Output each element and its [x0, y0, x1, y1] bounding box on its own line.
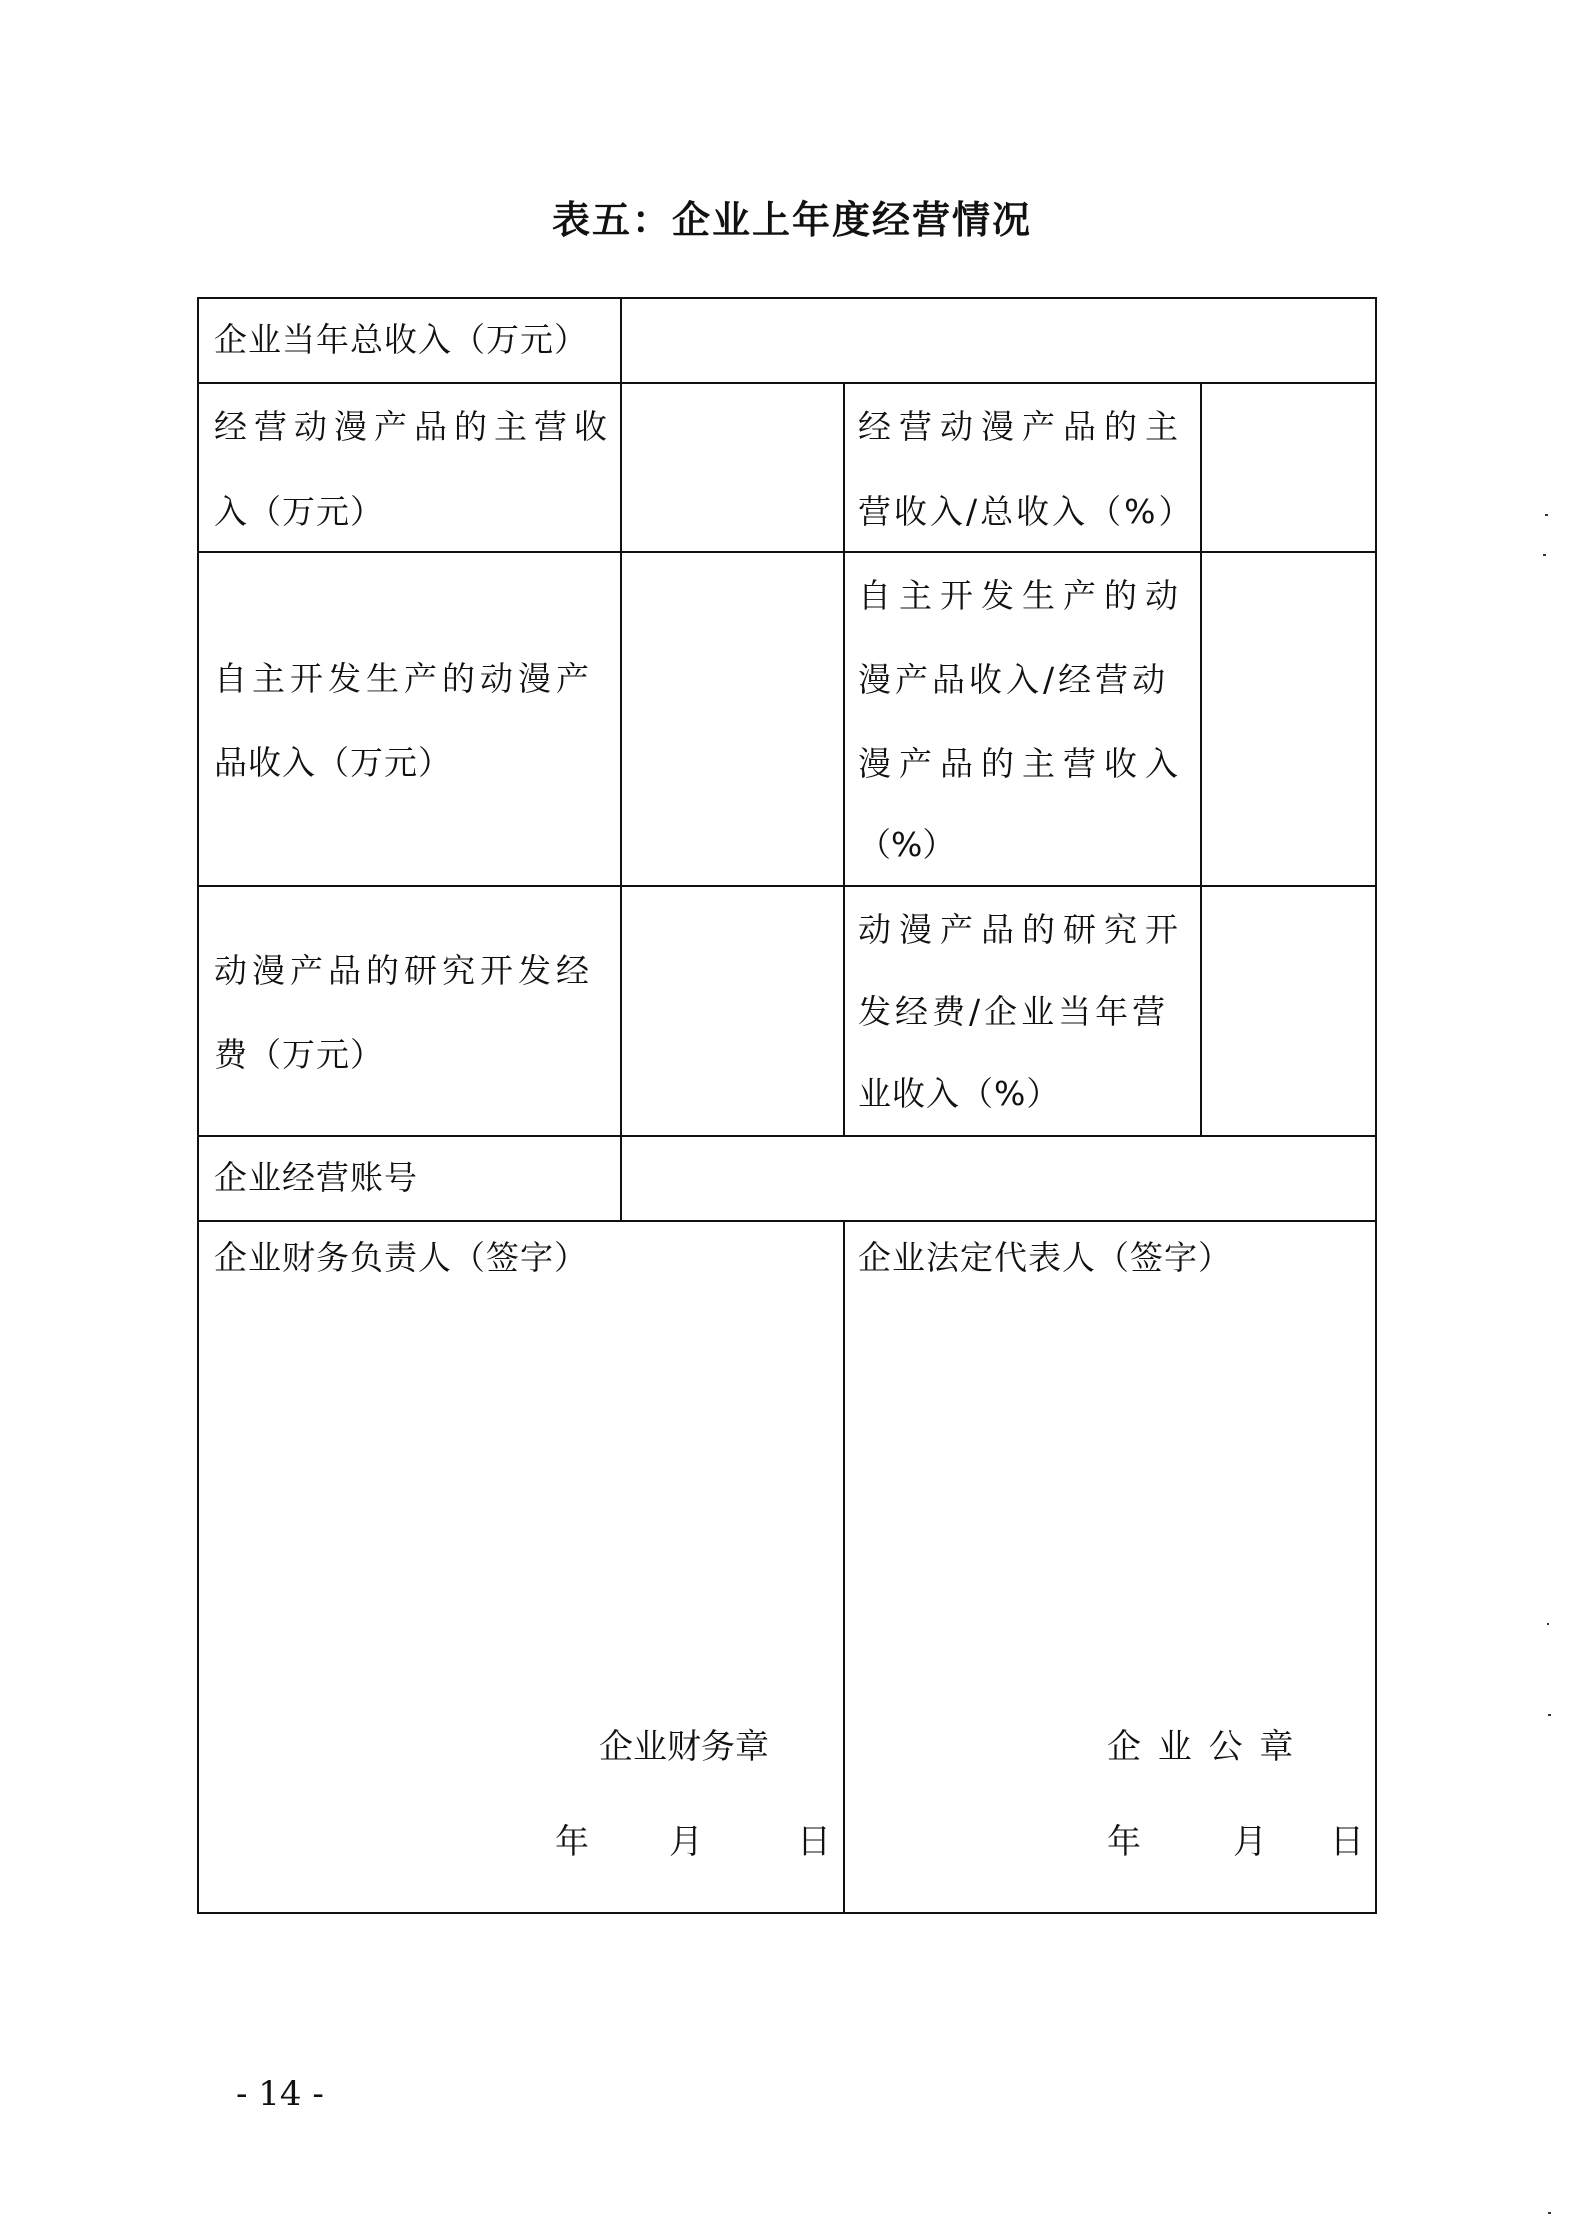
label-self-developed-ratio-line4: （%）	[858, 825, 956, 864]
value-cell-anime-revenue-ratio[interactable]	[1200, 382, 1377, 553]
company-date-year: 年	[1107, 1822, 1141, 1862]
company-seal-label: 企 业 公 章	[1107, 1727, 1297, 1767]
finance-date-month: 月	[669, 1822, 703, 1862]
company-date-day: 日	[1330, 1822, 1364, 1862]
signature-cell-finance-head[interactable]	[197, 1220, 845, 1914]
label-self-developed-ratio-line1: 自主开发生产的动	[858, 576, 1186, 615]
label-cell-total-revenue	[197, 297, 622, 384]
label-self-developed-revenue-line2: 品收入（万元）	[214, 743, 452, 782]
signature-cell-legal-rep[interactable]	[843, 1220, 1377, 1914]
label-anime-main-revenue-line2: 入（万元）	[214, 492, 384, 531]
label-self-developed-ratio-line2: 漫产品收入/经营动	[858, 660, 1170, 699]
scan-speck	[1543, 554, 1546, 556]
value-cell-business-account[interactable]	[620, 1135, 1377, 1222]
scan-speck	[1548, 2212, 1551, 2214]
company-date-month: 月	[1233, 1822, 1267, 1862]
label-legal-rep-signature: 企业法定代表人（签字）	[858, 1238, 1232, 1277]
label-rnd-ratio-line2: 发经费/企业当年营	[858, 992, 1170, 1031]
label-rnd-expense-line2: 费（万元）	[214, 1035, 384, 1074]
value-cell-self-developed-ratio[interactable]	[1200, 551, 1377, 887]
finance-date-year: 年	[555, 1822, 589, 1862]
label-business-account: 企业经营账号	[214, 1158, 418, 1197]
label-cell-self-developed-ratio	[843, 551, 1202, 887]
label-cell-rnd-ratio	[843, 885, 1202, 1137]
label-total-revenue: 企业当年总收入（万元）	[214, 320, 588, 359]
value-cell-self-developed-revenue[interactable]	[620, 551, 845, 887]
value-cell-rnd-ratio[interactable]	[1200, 885, 1377, 1137]
finance-seal-label: 企业财务章	[599, 1727, 769, 1767]
label-finance-head-signature: 企业财务负责人（签字）	[214, 1238, 588, 1277]
value-cell-rnd-expense[interactable]	[620, 885, 845, 1137]
label-rnd-ratio-line1: 动漫产品的研究开	[858, 910, 1186, 949]
label-cell-anime-revenue-ratio	[843, 382, 1202, 553]
scan-speck	[1547, 1623, 1549, 1625]
label-self-developed-ratio-line3: 漫产品的主营收入	[858, 744, 1186, 783]
label-cell-business-account	[197, 1135, 622, 1222]
label-anime-main-revenue-line1: 经营动漫产品的主营收	[214, 407, 614, 446]
scan-speck	[1548, 1714, 1551, 1716]
label-anime-revenue-ratio-line1: 经营动漫产品的主	[858, 407, 1186, 446]
label-cell-anime-main-revenue	[197, 382, 622, 553]
scan-speck	[1545, 514, 1548, 516]
value-cell-total-revenue[interactable]	[620, 297, 1377, 384]
label-rnd-ratio-line3: 业收入（%）	[858, 1074, 1061, 1113]
page-number: - 14 -	[236, 2074, 324, 2114]
label-self-developed-revenue-line1: 自主开发生产的动漫产	[214, 659, 594, 698]
finance-date-day: 日	[797, 1822, 831, 1862]
label-anime-revenue-ratio-line2: 营收入/总收入（%）	[858, 492, 1195, 531]
document-title: 表五：企业上年度经营情况	[551, 197, 1032, 242]
label-cell-rnd-expense	[197, 885, 622, 1137]
label-rnd-expense-line1: 动漫产品的研究开发经	[214, 951, 594, 990]
value-cell-anime-main-revenue[interactable]	[620, 382, 845, 553]
label-cell-self-developed-revenue	[197, 551, 622, 887]
